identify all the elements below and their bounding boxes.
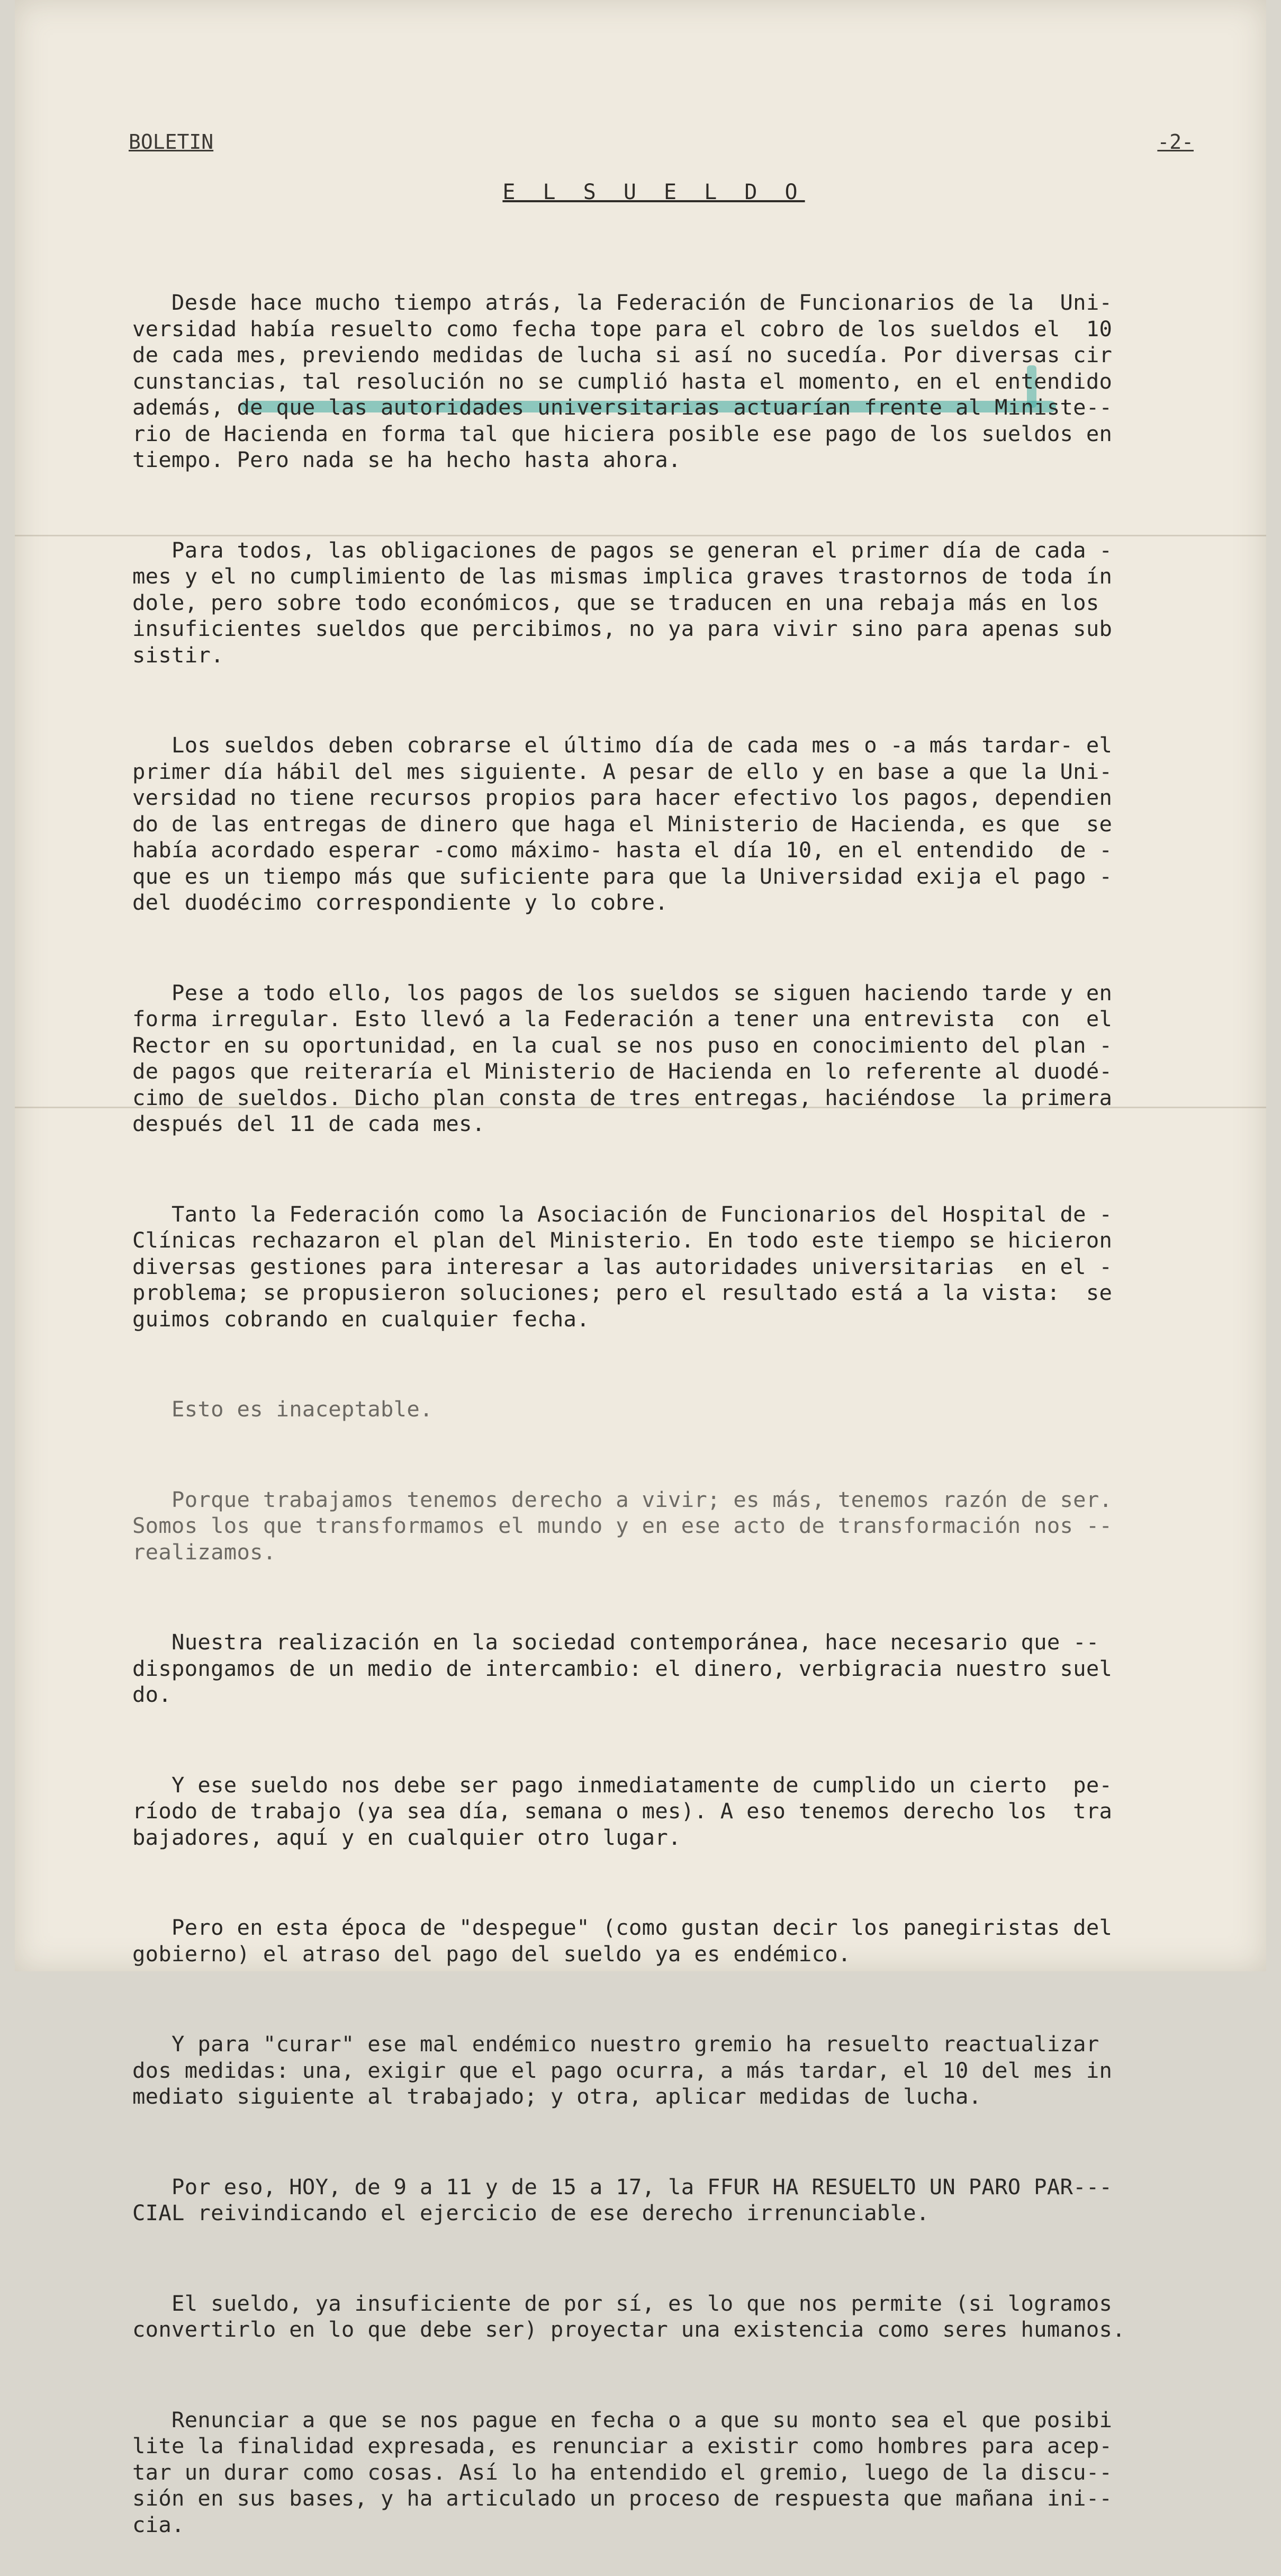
article-title: E L S U E L D O [502,180,805,204]
paragraph: Los sueldos deben cobrarse el último día de cada mes o -a más tardar- el primer día hábil del mes siguiente. A pesar de ello y en base a que la Uni- versidad no tiene recursos propios para hacer efectivo los pagos, dependien do de las entregas de dinero que haga el Ministerio de Hacienda, es que se había acordado esperar -como máximo- hasta el día 10, en el entendido de - que es un tiempo más que suficiente para que la Universidad exija el pago - del duodécimo correspondiente y lo cobre. [132,732,1113,915]
paragraph: Desde hace mucho tiempo atrás, la Federación de Funcionarios de la Uni- versidad había resuelto como fecha tope para el cobro de los sueldos el 10 de cada mes, previendo medidas de lucha si así no sucedía. Por diversas cir cunstancias, tal resolución no se cumplió hasta el momento, en el entendido además, de que las autoridades universitarias actuarían frente al Ministe-- rio de Hacienda en forma tal que hiciera posible ese pago de los sueldos en tiempo. Pero nada se ha hecho hasta ahora. [132,290,1113,472]
paragraph: Porque trabajamos tenemos derecho a vivir; es más, tenemos razón de ser. Somos los que transformamos el mundo y en ese acto de transformación nos -- realizamos. [132,1486,1113,1565]
paragraph: Renunciar a que se nos pague en fecha o a que su monto sea el que posibi lite la finalidad expresada, es renunciar a existir como hombres para acep- tar un durar como cosas. Así lo ha entendido el gremio, luego de la discu-- sión en sus bases, y ha articulado un proceso de respuesta que mañana ini-- cia. [132,2407,1113,2537]
paragraph: Pero en esta época de "despegue" (como gustan decir los panegiristas del gobierno) el atraso del pago del sueldo ya es endémico. [132,1915,1113,1967]
paragraph: Pese a todo ello, los pagos de los sueldos se siguen haciendo tarde y en forma irregular. Esto llevó a la Federación a tener una entrevista con el Rector en su oportunidad, en la cual se nos puso en conocimiento del plan - de pagos que reiteraría el Ministerio de Hacienda en lo referente al duodé- cimo de sueldos. Dicho plan consta de tres entregas, haciéndose la primera después del 11 de cada mes. [132,980,1113,1136]
paragraph: Nuestra realización en la sociedad contemporánea, hace necesario que -- dispongamos de un medio de intercambio: el dinero, verbigracia nuestro suel do. [132,1629,1113,1707]
bulletin-label: BOLETIN [129,130,214,154]
paragraph: Tanto la Federación como la Asociación de Funcionarios del Hospital de - Clínicas rechazaron el plan del Ministerio. En todo este tiempo se hicieron diversas gestiones para interesar a las autoridades universitarias en el - problema; se propusieron soluciones; pero el resultado está a la vista: se guimos cobrando en cualquier fecha. [132,1201,1113,1332]
page-number: -2- [1157,130,1194,154]
page-header [114,130,1194,162]
paragraph: Y ese sueldo nos debe ser pago inmediatamente de cumplido un cierto pe- ríodo de trabajo (ya sea día, semana o mes). A eso tenemos derecho los tra bajadores, aquí y en cualquier otro lugar. [132,1772,1113,1850]
article-body [132,237,1196,2576]
paragraph: Y para "curar" ese mal endémico nuestro gremio ha resuelto reactualizar dos medidas: una, exigir que el pago ocurra, a más tardar, el 10 del mes in mediato siguiente al trabajado; y otra, aplicar medidas de lucha. [132,2031,1113,2109]
paragraph: Esto es inaceptable. [132,1396,433,1422]
paragraph: El sueldo, ya insuficiente de por sí, es lo que nos permite (si logramos convertirlo en lo que debe ser) proyectar una existencia como seres humanos. [132,2290,1125,2342]
paragraph: Para todos, las obligaciones de pagos se generan el primer día de cada - mes y el no cumplimiento de las mismas implica graves trastornos de toda ín dole, pero sobre todo económicos, que se traducen en una rebaja más en los insuficientes sueldos que percibimos, no ya para vivir sino para apenas sub sistir. [132,537,1113,668]
paragraph: Por eso, HOY, de 9 a 11 y de 15 a 17, la FFUR HA RESUELTO UN PARO PAR--- CIAL reivindicando el ejercicio de ese derecho irrenunciable. [132,2174,1113,2225]
